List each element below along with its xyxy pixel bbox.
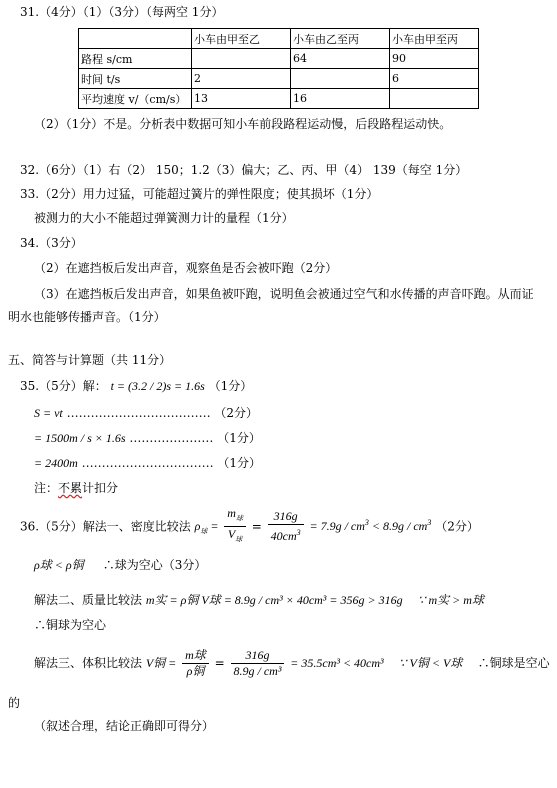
table-row bbox=[79, 49, 479, 69]
section-title: 五、简答与计算题（共 11分） bbox=[8, 353, 172, 367]
q36-m2-conclusion: ∴铜球为空心 bbox=[34, 618, 107, 632]
q34-part2: （2）在遮挡板后发出声音，观察鱼是否会被吓跑（2分） bbox=[34, 261, 338, 275]
table-cell: 64 bbox=[291, 49, 390, 69]
q34-part3b: 明水也能够传播声音。（1分） bbox=[8, 310, 166, 324]
q36-m3-prefix: 解法三、体积比较法 bbox=[34, 656, 143, 670]
q36-method2 bbox=[34, 592, 484, 608]
q35-line4 bbox=[34, 455, 261, 471]
table-cell bbox=[79, 29, 192, 49]
q36-frac-numeric: $\frac{316g}{40cm^3}$ bbox=[268, 509, 304, 544]
table-header-row bbox=[79, 29, 479, 49]
q36-frac-symbolic: $\frac{m_球}{V_球}$ bbox=[224, 506, 246, 548]
table-row bbox=[79, 89, 479, 109]
q36-inequality: ρ球 < ρ铜 bbox=[34, 558, 84, 572]
q36-m3-tail: 的 bbox=[8, 696, 21, 710]
q36-method3: 解法三、体积比较法 V铜 = $\frac{\text{m球}}{\text{ρ铜}}$ = $\frac{316g}{\text{8.9g / cm³}}$ = 35.5cm³ < 40cm³ ∵ V铜 < V球 ∴铜球是空心 bbox=[34, 648, 550, 678]
table-cell: 16 bbox=[291, 89, 390, 109]
q34-header: 34.（3分） bbox=[20, 236, 83, 250]
q35-eq3: = 1500m / s × 1.6s bbox=[34, 431, 126, 445]
q35-line1 bbox=[20, 378, 252, 394]
q35-eq1-score: （1分） bbox=[208, 379, 253, 393]
q33-line1: 33.（2分）用力过猛，可能超过簧片的弹性限度；使其损坏（1分） bbox=[20, 187, 379, 201]
q35-note bbox=[34, 480, 118, 496]
q35-prefix: 35.（5分）解： bbox=[20, 379, 107, 393]
q35-line3 bbox=[34, 430, 261, 446]
q35-eq2-score: （2分） bbox=[214, 406, 259, 420]
q33-line2: 被测力的大小不能超过弹簧测力计的量程（1分） bbox=[34, 211, 294, 225]
table-cell bbox=[192, 49, 291, 69]
q35-eq2: S = vt bbox=[34, 406, 63, 420]
q36-prefix: 36.（5分）解法一、密度比较法 bbox=[20, 519, 191, 534]
q36-method1: 36.（5分）解法一、密度比较法 $\rho_球$ = $\frac{m_球}{V_球}$ = $\frac{316g}{40cm^3}$ = $7.9g / cm^3 < 8.9g / cm^3$ （2分） bbox=[20, 506, 479, 540]
q35-eq2-dots: ……………………………… bbox=[66, 406, 211, 420]
table-cell: 小车由甲至乙 bbox=[192, 29, 291, 49]
table-cell: 13 bbox=[192, 89, 291, 109]
q35-eq3-score: （1分） bbox=[217, 431, 261, 445]
q36-conclusion1 bbox=[34, 557, 206, 573]
q36-m2-eq: m实 = ρ铜 V球 = 8.9g / cm³ × 40cm³ = 356g > 316g bbox=[145, 593, 403, 607]
q31-part2: （2）（1分）不是。分析表中数据可知小车前段路程运动慢，后段路程运动快。 bbox=[34, 117, 452, 131]
q35-eq3-dots: ………………… bbox=[129, 431, 214, 445]
q36-m2-because: ∵ m实 > m球 bbox=[417, 593, 484, 607]
q36-final-note: （叙述合理，结论正确即可得分） bbox=[34, 719, 215, 733]
q35-eq4: = 2400m bbox=[34, 456, 78, 470]
table-cell: 小车由甲至丙 bbox=[390, 29, 479, 49]
table-cell bbox=[390, 89, 479, 109]
table-cell: 90 bbox=[390, 49, 479, 69]
table-row bbox=[79, 69, 479, 89]
q35-note-underlined: 不累 bbox=[58, 481, 83, 495]
q32-line: 32.（6分）（1）右（2） 150；1.2（3）偏大；乙、丙、甲（4） 139（每空 1分） bbox=[20, 163, 468, 177]
q35-eq4-dots: …………………………… bbox=[81, 456, 214, 470]
table-cell: 路程 s/cm bbox=[79, 49, 192, 69]
q36-m1-score: （2分） bbox=[435, 519, 479, 534]
q35-line2 bbox=[34, 405, 258, 421]
q35-eq4-score: （1分） bbox=[217, 456, 262, 470]
table-cell: 时间 t/s bbox=[79, 69, 192, 89]
table-cell: 6 bbox=[390, 69, 479, 89]
q35-note-suffix: 计扣分 bbox=[82, 481, 119, 495]
table-cell: 平均速度 v/（cm/s） bbox=[79, 89, 192, 109]
q35-eq1: t = (3.2 / 2)s = 1.6s bbox=[110, 379, 205, 393]
q36-conclusion1-text: ∴球为空心（3分） bbox=[102, 558, 207, 572]
q34-part3a: （3）在遮挡板后发出声音，如果鱼被吓跑，说明鱼会被通过空气和水传播的声音吓跑。从而证 bbox=[34, 287, 534, 301]
q31-table bbox=[78, 28, 479, 109]
table-cell bbox=[291, 69, 390, 89]
q31-header: 31.（4分）（1）（3分）（每两空 1分） bbox=[20, 5, 224, 19]
q36-m2-prefix: 解法二、质量比较法 bbox=[34, 593, 143, 607]
table-cell: 2 bbox=[192, 69, 291, 89]
table-cell: 小车由乙至丙 bbox=[291, 29, 390, 49]
q35-note-prefix: 注： bbox=[34, 481, 59, 495]
